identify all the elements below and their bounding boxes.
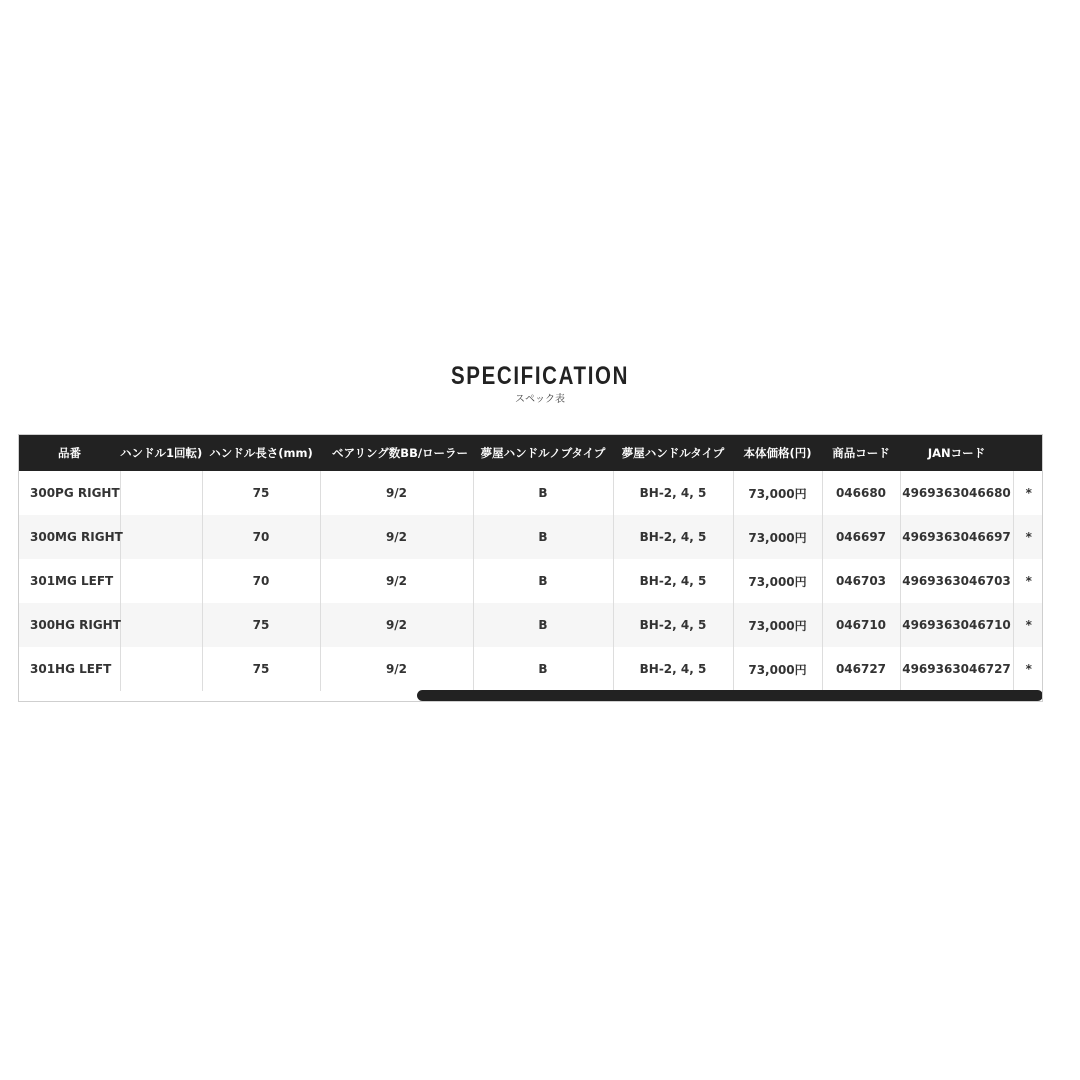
cell-jan-code: 4969363046680 [900, 471, 1013, 515]
cell-product-number: 300MG RIGHT [19, 515, 120, 559]
header-bearings: ベアリング数BB/ローラー [332, 446, 469, 460]
cell-handle-type: BH-2, 4, 5 [613, 471, 733, 515]
cell-bearings: 9/2 [320, 559, 473, 603]
cell-knob-type: B [473, 647, 613, 691]
cell-jan-code: 4969363046727 [900, 647, 1013, 691]
cell-price: 73,000円 [733, 559, 822, 603]
cell-price: 73,000円 [733, 647, 822, 691]
header-handle-rotation: ハンドル1回転) [120, 446, 202, 460]
cell-product-number: 301MG LEFT [19, 559, 120, 603]
cell-bearings: 9/2 [320, 647, 473, 691]
header-product-number: 品番 [58, 446, 81, 460]
cell-knob-type: B [473, 603, 613, 647]
header-extra [1013, 435, 1043, 471]
cell-knob-type: B [473, 515, 613, 559]
cell-jan-code: 4969363046710 [900, 603, 1013, 647]
cell-extra: * [1025, 574, 1032, 588]
cell-jan-code: 4969363046697 [900, 515, 1013, 559]
cell-jan-code: 4969363046703 [900, 559, 1013, 603]
cell-handle-length: 75 [202, 603, 320, 647]
cell-handle-rotation [120, 515, 202, 559]
header-jan-code: JANコード [927, 446, 986, 460]
cell-knob-type: B [473, 471, 613, 515]
cell-knob-type: B [473, 559, 613, 603]
section-subtitle: スペック表 [515, 394, 565, 405]
cell-handle-rotation [120, 647, 202, 691]
header-product-code: 商品コード [832, 446, 890, 460]
cell-handle-rotation [120, 603, 202, 647]
cell-product-code: 046697 [822, 515, 900, 559]
cell-extra: * [1025, 662, 1032, 676]
cell-bearings: 9/2 [320, 515, 473, 559]
table-row [19, 515, 1043, 559]
table-row [19, 647, 1043, 691]
cell-bearings: 9/2 [320, 471, 473, 515]
scrollbar-thumb[interactable] [417, 690, 1043, 701]
cell-extra: * [1025, 486, 1032, 500]
cell-handle-type: BH-2, 4, 5 [613, 647, 733, 691]
cell-product-code: 046710 [822, 603, 900, 647]
cell-price: 73,000円 [733, 471, 822, 515]
header-price: 本体価格(円) [743, 446, 812, 460]
spec-table-scroll-container[interactable] [18, 434, 1043, 702]
section-title: SPECIFICATION [450, 362, 630, 390]
cell-handle-length: 70 [202, 559, 320, 603]
cell-handle-length: 70 [202, 515, 320, 559]
header-handle-length: ハンドル長さ(mm) [209, 446, 313, 460]
horizontal-scrollbar[interactable] [19, 690, 1042, 701]
table-row [19, 603, 1043, 647]
cell-product-number: 300HG RIGHT [19, 603, 120, 647]
cell-price: 73,000円 [733, 603, 822, 647]
cell-product-number: 300PG RIGHT [19, 471, 120, 515]
cell-handle-type: BH-2, 4, 5 [613, 559, 733, 603]
cell-product-code: 046703 [822, 559, 900, 603]
cell-handle-length: 75 [202, 471, 320, 515]
cell-handle-rotation [120, 471, 202, 515]
cell-handle-length: 75 [202, 647, 320, 691]
table-header-row [19, 435, 1043, 471]
table-row [19, 559, 1043, 603]
header-knob-type: 夢屋ハンドルノブタイプ [480, 446, 606, 460]
cell-product-code: 046680 [822, 471, 900, 515]
table-row [19, 471, 1043, 515]
cell-bearings: 9/2 [320, 603, 473, 647]
cell-product-code: 046727 [822, 647, 900, 691]
header-handle-type: 夢屋ハンドルタイプ [621, 446, 725, 460]
spec-table [19, 435, 1043, 691]
cell-handle-type: BH-2, 4, 5 [613, 515, 733, 559]
cell-handle-rotation [120, 559, 202, 603]
cell-handle-type: BH-2, 4, 5 [613, 603, 733, 647]
section-heading [0, 360, 1080, 407]
cell-product-number: 301HG LEFT [19, 647, 120, 691]
cell-extra: * [1025, 530, 1032, 544]
cell-extra: * [1025, 618, 1032, 632]
cell-price: 73,000円 [733, 515, 822, 559]
